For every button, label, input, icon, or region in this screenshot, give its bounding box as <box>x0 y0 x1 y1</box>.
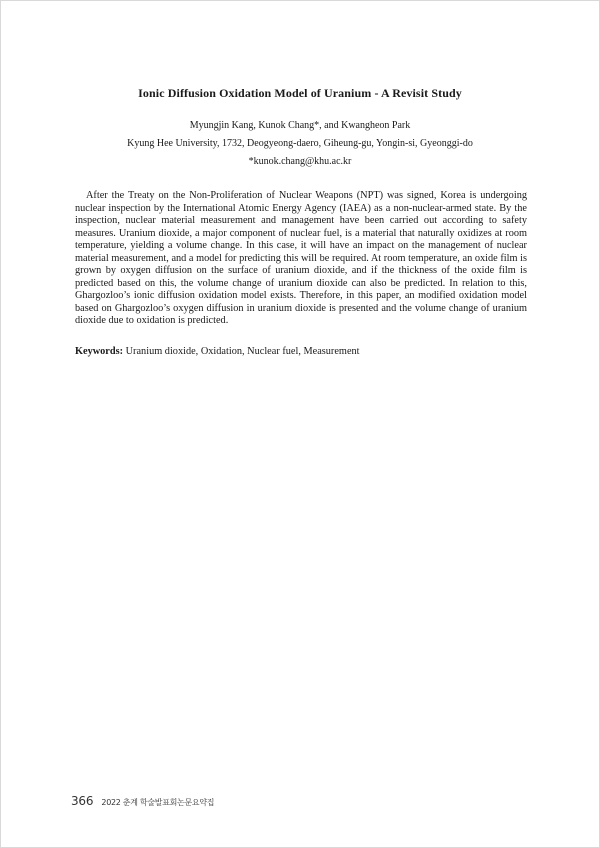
keywords-label: Keywords: <box>75 346 124 357</box>
page-number: 366 <box>71 794 94 808</box>
author-list: Myungjin Kang, Kunok Chang*, and Kwangheon Park <box>189 120 411 131</box>
affiliation: Kyung Hee University, 1732, Deogyeong-daero, Giheung-gu, Yongin-si, Gyeonggi-do <box>127 138 473 149</box>
paper-title: Ionic Diffusion Oxidation Model of Uranium - A Revisit Study <box>138 86 462 100</box>
keywords-value: Uranium dioxide, Oxidation, Nuclear fuel, Measurement <box>123 346 360 357</box>
keywords-line <box>75 346 527 357</box>
abstract-paragraph: After the Treaty on the Non-Proliferation of Nuclear Weapons (NPT) was signed, Korea is undergoing nuclear inspection by the International Atomic Energy Agency (IAEA) as a non-nuclear-armed state. By the inspection, nuclear material measurement and management have been carried out according to safety measures. Uranium dioxide, a major component of nuclear fuel, is a material that naturally oxidizes at room temperature, yielding a volume change. In this case, it will have an impact on the management of nuclear material measurement, and a model for predicting this will be required. At room temperature, an oxide film is grown by oxygen diffusion on the surface of uranium dioxide, and if the thickness of the oxide film is predicted based on this, the volume change of uranium dioxide can also be predicted. In relation to this, Ghargozloo’s ionic diffusion oxidation model exists. Therefore, in this paper, an modified oxidation model based on Ghargozloo’s oxygen diffusion in uranium dioxide is presented and the volume change of uranium dioxide due to oxidation is predicted. <box>75 190 527 326</box>
corresponding-email: *kunok.chang@khu.ac.kr <box>248 156 352 167</box>
journal-name: 2022 춘계 학술발표회논문요약집 <box>101 798 215 807</box>
page-footer <box>71 790 214 809</box>
